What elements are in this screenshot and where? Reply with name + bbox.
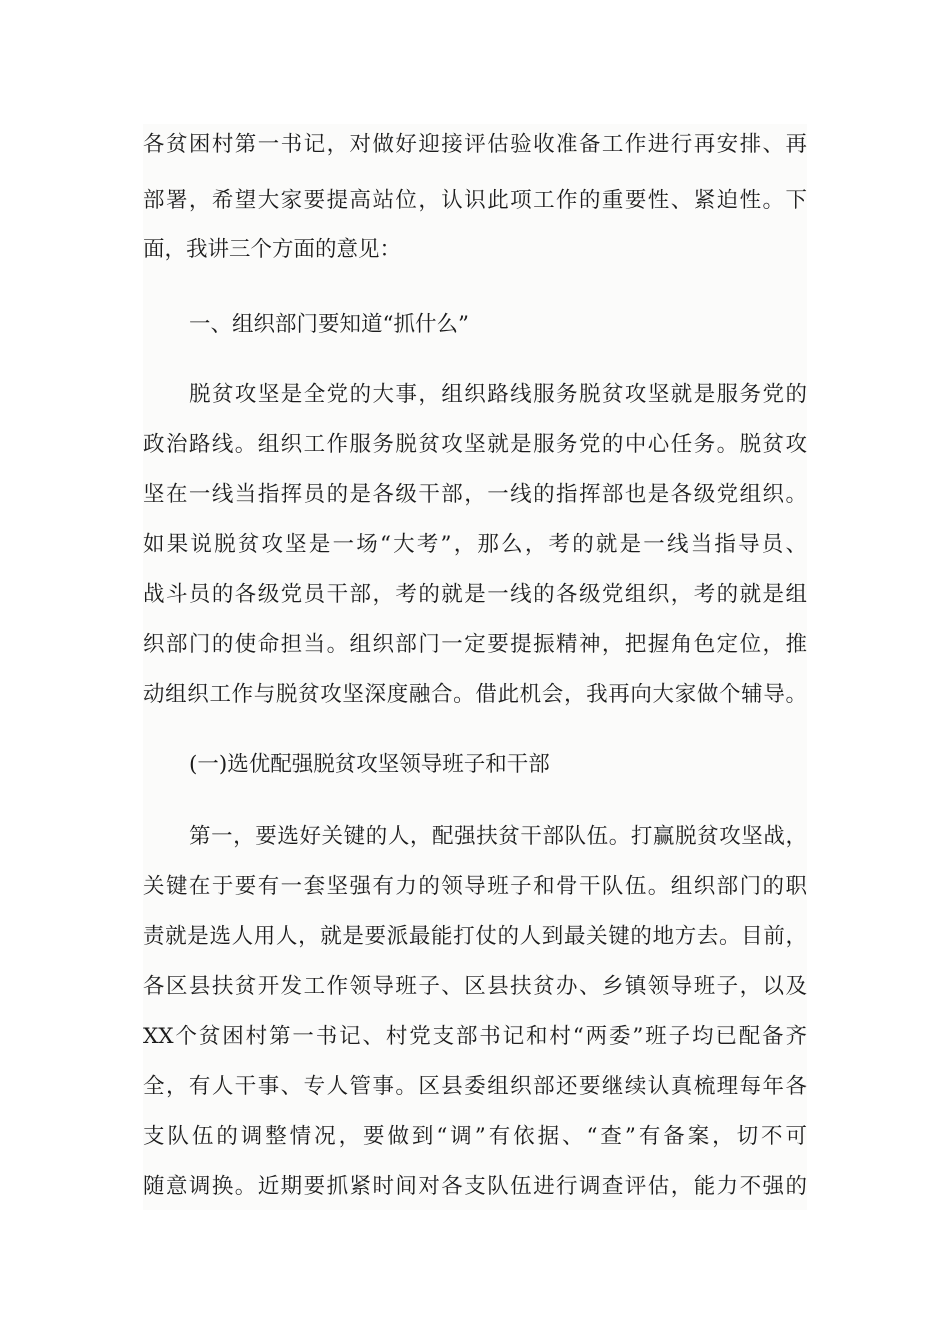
text-line: 各区县扶贫开发工作领导班子、区县扶贫办、乡镇领导班子，以及 (143, 974, 807, 999)
text-line: XX个贫困村第一书记、村党支部书记和村“两委”班子均已配备齐 (143, 1024, 807, 1049)
text-line: 坚在一线当指挥员的是各级干部，一线的指挥部也是各级党组织。 (143, 482, 807, 507)
text-line: 关键在于要有一套坚强有力的领导班子和骨干队伍。组织部门的职 (143, 874, 807, 899)
document-page (143, 124, 807, 1210)
text-line: 如果说脱贫攻坚是一场“大考”，那么，考的就是一线当指导员、 (143, 532, 807, 557)
text-line: 部署，希望大家要提高站位，认识此项工作的重要性、紧迫性。下 (143, 188, 807, 213)
text-line: 织部门的使命担当。组织部门一定要提振精神，把握角色定位，推 (143, 632, 807, 657)
text-line: 第一，要选好关键的人，配强扶贫干部队伍。打赢脱贫攻坚战， (189, 824, 807, 849)
section-heading: 一、组织部门要知道“抓什么” (189, 312, 469, 337)
subsection-heading: (一)选优配强脱贫攻坚领导班子和干部 (189, 752, 550, 777)
text-line: 责就是选人用人，就是要派最能打仗的人到最关键的地方去。目前， (143, 924, 807, 949)
text-line: 支队伍的调整情况，要做到“调”有依据、“查”有备案，切不可 (143, 1124, 807, 1149)
text-line: 随意调换。近期要抓紧时间对各支队伍进行调查评估，能力不强的 (143, 1174, 807, 1199)
text-line: 脱贫攻坚是全党的大事，组织路线服务脱贫攻坚就是服务党的 (189, 382, 807, 407)
text-line: 全，有人干事、专人管事。区县委组织部还要继续认真梳理每年各 (143, 1074, 807, 1099)
text-line: 战斗员的各级党员干部，考的就是一线的各级党组织，考的就是组 (143, 582, 807, 607)
text-line: 各贫困村第一书记，对做好迎接评估验收准备工作进行再安排、再 (143, 132, 807, 157)
text-line: 政治路线。组织工作服务脱贫攻坚就是服务党的中心任务。脱贫攻 (143, 432, 807, 457)
text-line: 动组织工作与脱贫攻坚深度融合。借此机会，我再向大家做个辅导。 (143, 682, 807, 707)
text-line: 面，我讲三个方面的意见： (143, 237, 402, 262)
